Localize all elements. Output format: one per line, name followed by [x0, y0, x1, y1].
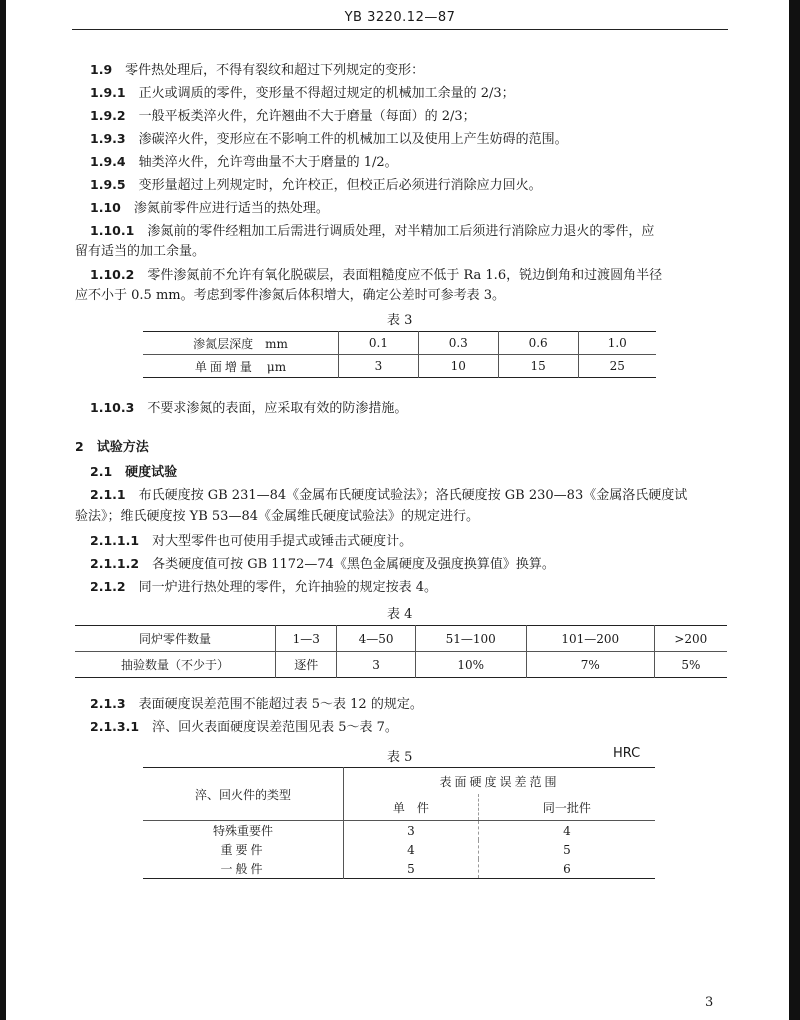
clause-text: 渗氮前的零件经粗加工后需进行调质处理，对半精加工后须进行消除应力退火的零件，应: [147, 224, 655, 239]
subheader-batch: 同一批件: [478, 794, 655, 821]
table-3: [143, 331, 656, 378]
standard-code-header: YB 3220.12—87: [344, 10, 456, 25]
row-label: 抽验数量（不少于）: [120, 658, 229, 672]
table-cell: 10%: [415, 652, 526, 678]
clause-1-10-1: [90, 221, 654, 242]
clause-number: 2.1.3: [90, 696, 126, 711]
table-cell: 101—200: [526, 626, 654, 652]
clause-number: 2.1.2: [90, 579, 126, 594]
clause-2-1-3: [90, 694, 423, 715]
table-3-caption: 表 3: [387, 313, 413, 328]
clause-text: 试验方法: [96, 440, 149, 455]
table-cell: 5%: [654, 652, 727, 678]
label-text: 单面增量: [194, 359, 255, 374]
clause-2-1-1-cont: [75, 507, 479, 527]
clause-text: 轴类淬火件，允许弯曲量不大于磨量的 1/2。: [138, 155, 398, 170]
clause-text: 同一炉进行热处理的零件，允许抽验的规定按表 4。: [138, 580, 438, 595]
clause-text: 零件热处理后，不得有裂纹和超过下列规定的变形：: [125, 63, 425, 78]
page-number: 3: [705, 995, 714, 1010]
clause-1-9-3: [90, 129, 568, 150]
table-cell: 3: [339, 355, 419, 378]
clause-number: 2.1.1: [90, 487, 126, 502]
table-5-caption: 表 5: [387, 750, 413, 765]
table-cell: 0.6: [498, 332, 578, 355]
clause-1-10-2-cont: [75, 286, 505, 306]
clause-text: 表面硬度误差范围不能超过表 5～表 12 的规定。: [138, 697, 423, 712]
clause-2-1-1: [90, 485, 687, 506]
clause-text: 零件渗氮前不允许有氧化脱碳层，表面粗糙度应不低于 Ra 1.6，锐边倒角和过渡圆角半径: [147, 268, 663, 283]
table-row: [143, 821, 655, 841]
clause-1-9-1: [90, 83, 515, 104]
table-cell: 6: [478, 859, 655, 879]
clause-text: 应不小于 0.5 mm。考虑到零件渗氮后体积增大，确定公差时可参考表 3。: [75, 288, 505, 303]
table-cell: 3: [344, 821, 479, 841]
column-header-type: 淬、回火件的类型: [143, 768, 344, 821]
table-cell: 3: [337, 652, 415, 678]
clause-text: 布氏硬度按 GB 231—84《金属布氏硬度试验法》；洛氏硬度按 GB 230—83《金属洛氏硬度试: [138, 488, 688, 503]
scan-border-left: [0, 0, 6, 1020]
row-label: [143, 332, 339, 355]
row-label: 重要件: [220, 843, 266, 857]
clause-number: 1.9.3: [90, 131, 126, 146]
table-header-row: [143, 768, 655, 795]
table-row: [75, 626, 727, 652]
table-cell: 4: [344, 840, 479, 859]
table-cell: 0.3: [418, 332, 498, 355]
clause-1-9-5: [90, 175, 542, 196]
table-row: [143, 332, 656, 355]
subheader-single: 单 件: [344, 794, 479, 821]
table-5: [143, 767, 655, 879]
clause-text: 各类硬度值可按 GB 1172—74《黑色金属硬度及强度换算值》换算。: [152, 557, 555, 572]
clause-1-9-4: [90, 152, 398, 173]
clause-text: 正火或调质的零件，变形量不得超过规定的机械加工余量的 2/3；: [138, 86, 515, 101]
clause-number: 1.9: [90, 62, 113, 77]
unit-text: mm: [265, 336, 288, 351]
table-cell: 0.1: [339, 332, 419, 355]
clause-text: 变形量超过上列规定时，允许校正，但校正后必须进行消除应力回火。: [138, 178, 542, 193]
section-2-heading: [75, 437, 149, 458]
table-5-unit: HRC: [613, 746, 641, 761]
table-row: [143, 355, 656, 378]
clause-number: 2.1: [90, 464, 113, 479]
label-text: 渗氮层深度: [193, 336, 254, 351]
clause-1-9-2: [90, 106, 476, 127]
table-cell: 1.0: [578, 332, 656, 355]
clause-2-1-2: [90, 577, 437, 598]
row-label: 特殊重要件: [212, 824, 273, 838]
clause-1-9: [90, 60, 424, 81]
clause-2-1-3-1: [90, 717, 398, 738]
row-label: 同炉零件数量: [75, 626, 276, 652]
clause-text: 不要求渗氮的表面，应采取有效的防渗措施。: [147, 401, 408, 416]
table-cell: 51—100: [415, 626, 526, 652]
table-cell: 1—3: [276, 626, 337, 652]
table-cell: 25: [578, 355, 656, 378]
clause-number: 2.1.1.2: [90, 556, 140, 571]
clause-text: 渗氮前零件应进行适当的热处理。: [133, 201, 329, 216]
clause-number: 1.9.4: [90, 154, 126, 169]
clause-2-1-1-2: [90, 554, 555, 575]
table-row: [75, 652, 727, 678]
table-cell: 4: [478, 821, 655, 841]
clause-2-1-1-1: [90, 531, 412, 552]
clause-number: 1.10.3: [90, 400, 135, 415]
scan-border-right: [789, 0, 800, 1020]
table-row: [143, 840, 655, 859]
table-cell: 15: [498, 355, 578, 378]
clause-number: 1.9.5: [90, 177, 126, 192]
table-cell: >200: [654, 626, 727, 652]
row-label: 一般件: [220, 862, 266, 876]
clause-text: 淬、回火表面硬度误差范围见表 5～表 7。: [152, 720, 398, 735]
unit-text: μm: [266, 359, 287, 374]
clause-text: 硬度试验: [125, 465, 178, 480]
section-2-1-heading: [90, 462, 177, 483]
clause-number: 1.9.1: [90, 85, 126, 100]
table-cell: 5: [344, 859, 479, 879]
clause-number: 2: [75, 439, 84, 454]
clause-number: 2.1.1.1: [90, 533, 140, 548]
clause-number: 2.1.3.1: [90, 719, 140, 734]
table-row: [143, 859, 655, 879]
clause-text: 验法》；维氏硬度按 YB 53—84《金属维氏硬度试验法》的规定进行。: [75, 509, 479, 524]
column-group-header: 表面硬度误差范围: [344, 768, 656, 795]
clause-1-10-3: [90, 398, 407, 419]
table-4: [75, 625, 727, 678]
clause-1-10: [90, 198, 329, 219]
row-label: [143, 355, 339, 378]
clause-number: 1.9.2: [90, 108, 126, 123]
clause-text: 一般平板类淬火件，允许翘曲不大于磨量（每面）的 2/3；: [138, 109, 476, 124]
table-cell: 逐件: [276, 652, 337, 678]
header-rule: [72, 29, 728, 30]
clause-1-10-1-cont: [75, 242, 205, 262]
table-cell: 4—50: [337, 626, 415, 652]
clause-1-10-2: [90, 265, 662, 286]
clause-text: 留有适当的加工余量。: [75, 244, 206, 259]
table-cell: 10: [418, 355, 498, 378]
clause-text: 对大型零件也可使用手提式或锤击式硬度计。: [152, 534, 413, 549]
clause-text: 渗碳淬火件，变形应在不影响工件的机械加工以及使用上产生妨碍的范围。: [138, 132, 568, 147]
clause-number: 1.10.1: [90, 223, 135, 238]
table-4-caption: 表 4: [387, 607, 413, 622]
table-cell: 5: [478, 840, 655, 859]
table-cell: 7%: [526, 652, 654, 678]
clause-number: 1.10.2: [90, 267, 135, 282]
clause-number: 1.10: [90, 200, 121, 215]
